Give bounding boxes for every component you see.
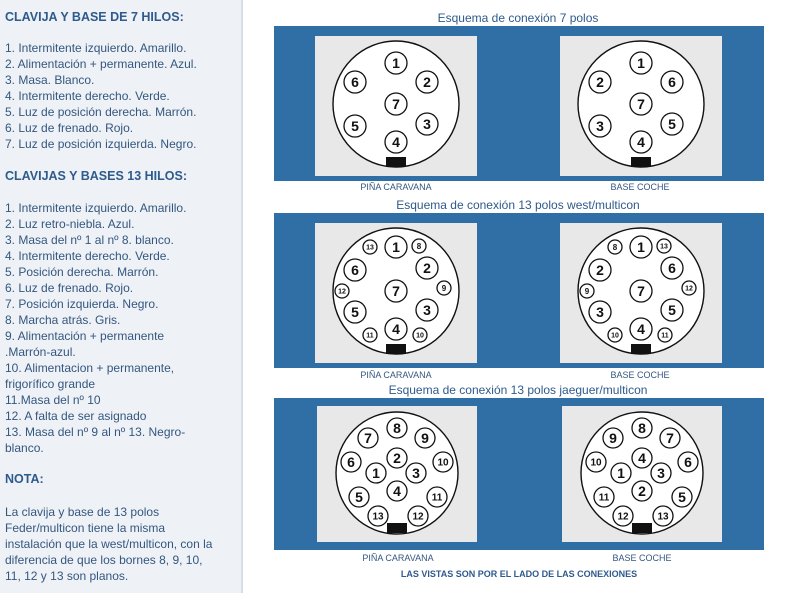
pin	[660, 428, 680, 448]
list-item: 10. Alimentacion + permanente,	[5, 361, 175, 375]
pin	[385, 52, 407, 74]
pin-label: 11	[366, 332, 374, 340]
pin	[589, 115, 611, 137]
pin	[651, 463, 671, 483]
list-item: blanco.	[5, 441, 44, 455]
pin-label: 7	[392, 283, 400, 300]
pin-label: 3	[423, 302, 431, 319]
connector-key	[386, 157, 406, 167]
pin-label: 12	[412, 511, 424, 523]
list-item: 6. Luz de frenado. Rojo.	[5, 121, 134, 135]
pin	[630, 318, 652, 340]
section-title-7-pin: Esquema de conexión 7 polos	[437, 11, 599, 25]
pin-label: 5	[351, 304, 359, 321]
pin	[608, 328, 622, 342]
pin	[580, 284, 594, 298]
pin-label: 1	[637, 239, 645, 256]
list-item: 9. Alimentación + permanente	[5, 329, 165, 343]
connector-card-trailer	[315, 223, 477, 363]
list-item: 5. Posición derecha. Marrón.	[5, 265, 159, 279]
pin-label: 1	[637, 55, 645, 72]
pin	[385, 131, 407, 153]
pin	[385, 318, 407, 340]
pin	[413, 328, 427, 342]
pin	[385, 280, 407, 302]
pin-label: 2	[638, 483, 646, 500]
connector-diagram	[560, 36, 722, 176]
pin-label: 5	[351, 118, 359, 135]
pin-label: 10	[416, 332, 424, 340]
pin	[385, 236, 407, 258]
pin-label: 10	[437, 457, 449, 469]
pin	[611, 463, 631, 483]
pin	[366, 463, 386, 483]
connector-card-car	[560, 36, 722, 176]
nota-line: Feder/multicon tiene la misma	[5, 521, 166, 535]
pin-label: 13	[366, 244, 374, 252]
connector-card-trailer	[317, 406, 477, 542]
pin-label: 9	[584, 286, 590, 296]
connector-card-car	[560, 223, 722, 363]
pin	[427, 487, 447, 507]
list-item: 11.Masa del nº 10	[5, 393, 101, 407]
pin-label: 2	[423, 74, 431, 91]
pin	[678, 452, 698, 472]
list-item: .Marrón-azul.	[5, 345, 76, 359]
connector-card-car	[562, 406, 722, 542]
pin-label: 8	[638, 420, 646, 437]
list-item: 5. Luz de posición derecha. Marrón.	[5, 105, 197, 119]
list-item: 4. Intermitente derecho. Verde.	[5, 249, 170, 263]
pin-label: 3	[423, 116, 431, 133]
list-item: 1. Intermitente izquierdo. Amarillo.	[5, 41, 187, 55]
pin-label: 4	[638, 450, 646, 467]
pin	[412, 239, 426, 253]
pin-label: 11	[598, 492, 610, 504]
pin	[415, 428, 435, 448]
pin	[349, 487, 369, 507]
caption-trailer: PIÑA CARAVANA	[360, 182, 432, 192]
list-item: 6. Luz de frenado. Rojo.	[5, 281, 134, 295]
pin-label: 4	[392, 321, 400, 338]
pin-label: 9	[441, 283, 447, 293]
list-item: 1. Intermitente izquierdo. Amarillo.	[5, 201, 187, 215]
pin-label: 8	[393, 420, 401, 437]
pin	[416, 71, 438, 93]
pin	[632, 448, 652, 468]
pin-label: 1	[617, 465, 625, 482]
pin-label: 6	[668, 74, 676, 91]
pin-label: 6	[351, 262, 359, 279]
pin	[657, 239, 671, 253]
pin	[387, 481, 407, 501]
list-item: 12. A falta de ser asignado	[5, 409, 147, 423]
pin-label: 6	[347, 454, 355, 471]
pin-label: 11	[431, 492, 443, 504]
connector-key	[387, 523, 407, 533]
pin-label: 13	[372, 511, 384, 523]
caption-car: BASE COCHE	[610, 370, 670, 380]
pin	[344, 71, 366, 93]
pin-label: 5	[355, 489, 363, 506]
pin	[672, 487, 692, 507]
pin-label: 10	[611, 332, 619, 340]
connector-key	[386, 344, 406, 354]
pin	[433, 452, 453, 472]
pin	[613, 506, 633, 526]
pin-label: 7	[666, 430, 674, 447]
pin-label: 7	[637, 96, 645, 113]
list-item: 4. Intermitente derecho. Verde.	[5, 89, 170, 103]
pin-label: 5	[678, 489, 686, 506]
section-title-13-pin-jaeger: Esquema de conexión 13 polos jaeguer/multicon	[388, 383, 648, 397]
nota-heading: NOTA:	[5, 472, 44, 486]
pin	[630, 280, 652, 302]
pin-label: 11	[661, 332, 669, 340]
pin	[661, 299, 683, 321]
pin	[632, 481, 652, 501]
caption-car: BASE COCHE	[612, 553, 672, 563]
connector-diagram	[315, 223, 477, 363]
pin-label: 5	[668, 116, 676, 133]
pin-label: 1	[392, 55, 400, 72]
nota-line: diferencia de que los bornes 8, 9, 10,	[5, 553, 203, 567]
pin-label: 4	[393, 483, 401, 500]
connector-diagram	[317, 406, 477, 542]
connector-key	[631, 344, 651, 354]
pin	[416, 257, 438, 279]
pin	[658, 328, 672, 342]
pin	[408, 506, 428, 526]
pin	[586, 452, 606, 472]
caption-car: BASE COCHE	[610, 182, 670, 192]
pin	[589, 301, 611, 323]
pin	[661, 113, 683, 135]
list-item: 3. Masa. Blanco.	[5, 73, 95, 87]
list-item: 7. Posición izquierda. Negro.	[5, 297, 159, 311]
pin	[653, 506, 673, 526]
pin-label: 12	[338, 288, 346, 296]
pin	[661, 257, 683, 279]
legend-column	[0, 0, 241, 593]
pin-label: 7	[637, 283, 645, 300]
pin	[416, 113, 438, 135]
pin	[630, 131, 652, 153]
diagram-panel-7-pin	[274, 26, 764, 181]
pin-label: 4	[392, 134, 400, 151]
connector-key	[632, 523, 652, 533]
pin	[682, 281, 696, 295]
pin-label: 12	[617, 511, 629, 523]
diagram-panel-13-pin-west	[274, 213, 764, 368]
connector-diagram	[562, 406, 722, 542]
pin	[594, 487, 614, 507]
pin-label: 8	[612, 242, 618, 252]
pin-label: 3	[412, 465, 420, 482]
pin	[363, 328, 377, 342]
pin	[387, 448, 407, 468]
column-divider	[241, 0, 243, 593]
pin	[358, 428, 378, 448]
pin	[335, 284, 349, 298]
connector-diagram	[560, 223, 722, 363]
pin-label: 12	[685, 285, 693, 293]
list-item: 3. Masa del nº 1 al nº 8. blanco.	[5, 233, 174, 247]
pin-label: 2	[596, 262, 604, 279]
pin	[416, 299, 438, 321]
section-title-13-pin-west: Esquema de conexión 13 polos west/multicon	[396, 198, 640, 212]
list-item: 13. Masa del nº 9 al nº 13. Negro-	[5, 425, 186, 439]
pin-label: 9	[609, 430, 617, 447]
pin-label: 8	[416, 241, 422, 251]
pin	[363, 240, 377, 254]
pin	[437, 281, 451, 295]
pin	[630, 93, 652, 115]
heading-13-wires: CLAVIJAS Y BASES 13 HILOS:	[5, 169, 187, 183]
connector-key	[631, 157, 651, 167]
pin	[661, 71, 683, 93]
pin	[603, 428, 623, 448]
pin-label: 2	[423, 260, 431, 277]
pin	[341, 452, 361, 472]
pin-label: 3	[657, 465, 665, 482]
diagram-panel-13-pin-jaeger	[274, 398, 764, 550]
pin-label: 6	[684, 454, 692, 471]
pin-label: 7	[364, 430, 372, 447]
pin	[632, 418, 652, 438]
pin	[344, 301, 366, 323]
list-item: 2. Alimentación + permanente. Azul.	[5, 57, 197, 71]
pin-label: 13	[657, 511, 669, 523]
nota-line: 11, 12 y 13 son planos.	[5, 569, 129, 583]
pin	[589, 71, 611, 93]
nota-text	[5, 504, 241, 584]
pin	[368, 506, 388, 526]
list-item: 2. Luz retro-niebla. Azul.	[5, 217, 135, 231]
nota-line: instalación que la west/multicon, con la	[5, 537, 213, 551]
pin-label: 7	[392, 96, 400, 113]
connector-card-trailer	[315, 36, 477, 176]
pin-label: 1	[392, 239, 400, 256]
nota-line: La clavija y base de 13 polos	[5, 505, 160, 519]
pin	[344, 115, 366, 137]
pin-label: 4	[637, 321, 645, 338]
pin-label: 6	[668, 260, 676, 277]
pin-label: 3	[596, 304, 604, 321]
pin	[387, 418, 407, 438]
connector-diagram	[315, 36, 477, 176]
caption-trailer: PIÑA CARAVANA	[362, 553, 434, 563]
pin-label: 3	[596, 118, 604, 135]
pin-label: 13	[660, 243, 668, 251]
list-item: 8. Marcha atrás. Gris.	[5, 313, 121, 327]
heading-7-wires: CLAVIJA Y BASE DE 7 HILOS:	[5, 10, 184, 24]
footnote: LAS VISTAS SON POR EL LADO DE LAS CONEXIONES	[400, 569, 638, 579]
pin-label: 4	[637, 134, 645, 151]
pin	[630, 52, 652, 74]
pin	[630, 236, 652, 258]
pin-label: 5	[668, 302, 676, 319]
list-item: frigorífico grande	[5, 377, 96, 391]
pin-label: 6	[351, 74, 359, 91]
pin	[589, 259, 611, 281]
pin-label: 10	[590, 457, 602, 469]
list-item: 7. Luz de posición izquierda. Negro.	[5, 137, 197, 151]
caption-trailer: PIÑA CARAVANA	[360, 370, 432, 380]
pin	[608, 240, 622, 254]
pin	[406, 463, 426, 483]
pin-label: 2	[393, 450, 401, 467]
pin-label: 1	[372, 465, 380, 482]
pin	[385, 93, 407, 115]
pin-label: 2	[596, 74, 604, 91]
pin-label: 9	[421, 430, 429, 447]
pin	[344, 259, 366, 281]
